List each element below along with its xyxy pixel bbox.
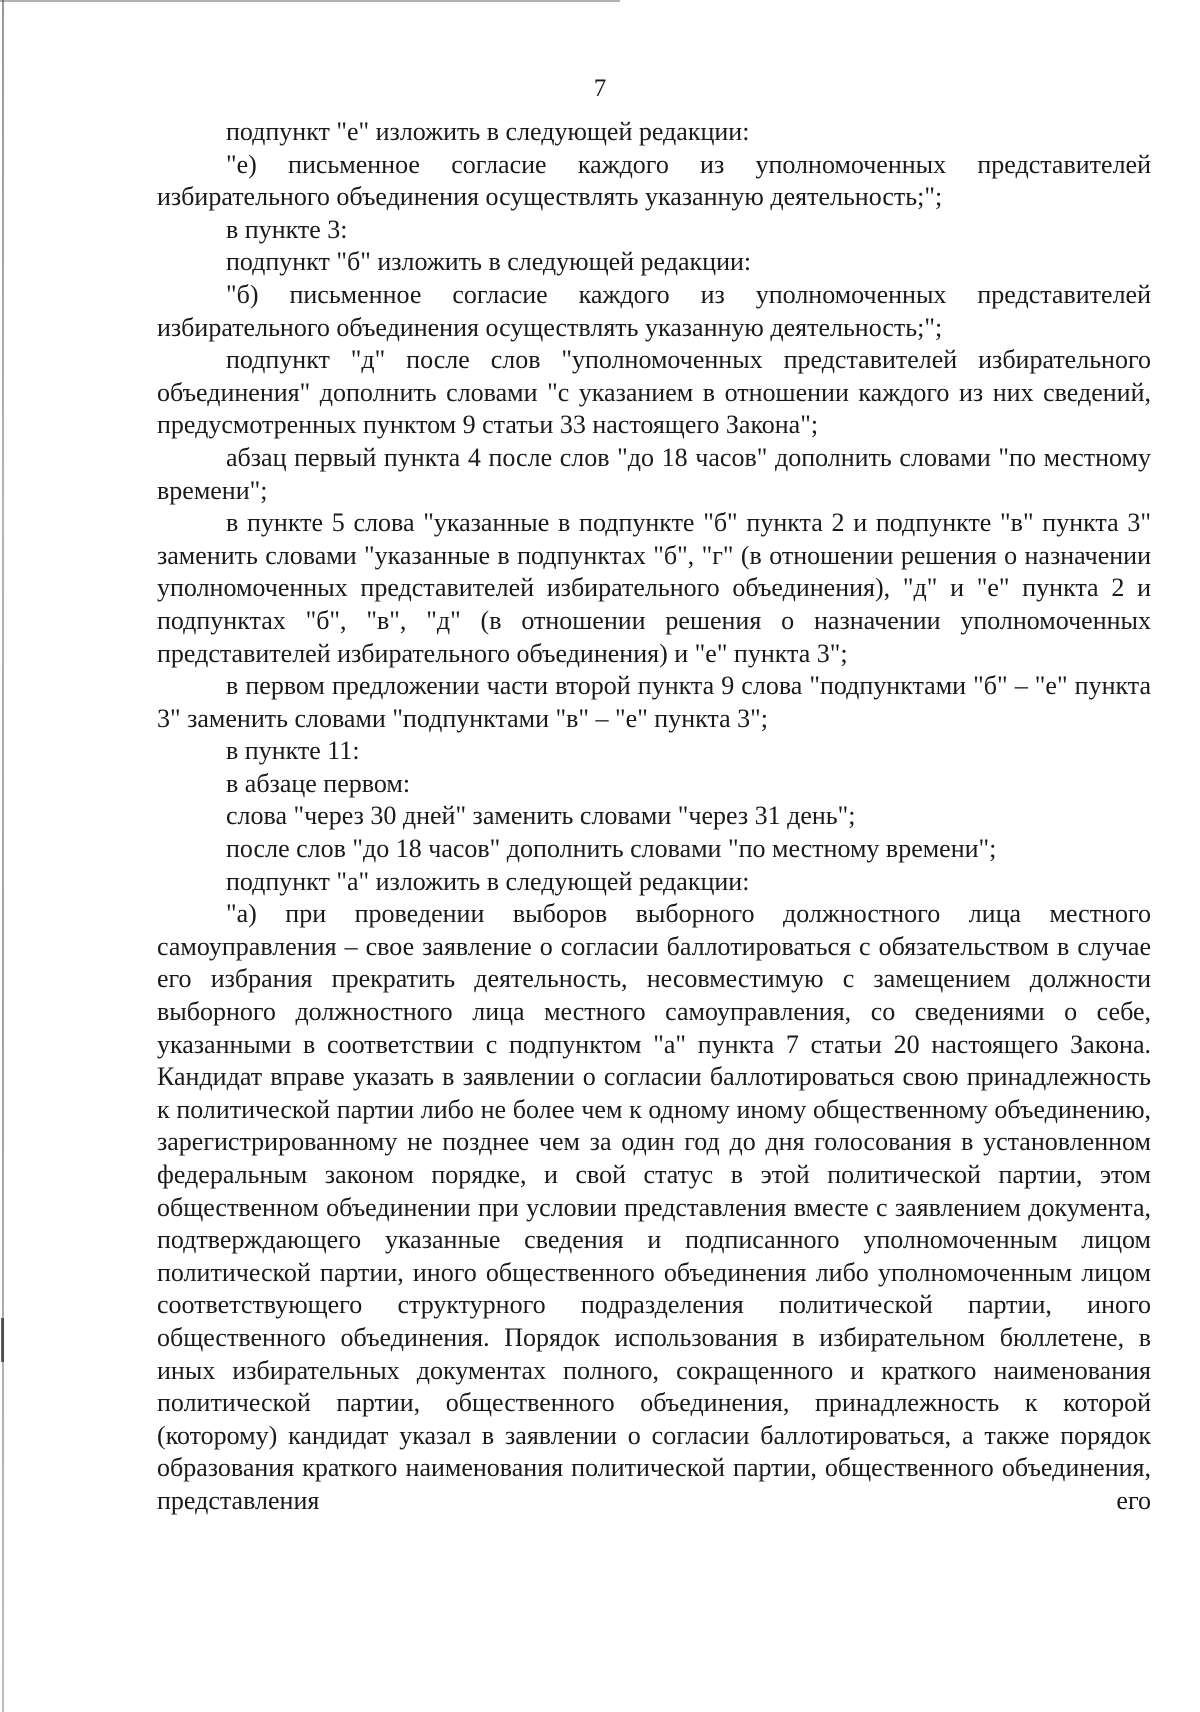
paragraph-11: в абзаце первом: [226, 768, 411, 798]
paragraph-8: в пункте 5 слова "указанные в подпункте "б" пункта 2 и подпункте "в" пункта 3" заменить словами "указанные в подпунктах "б", "г" (в отношении решения о назначении уполномоченных представителей избирательного объединения), "д" и "е" пункта 2 и подпунктах "б", "в", "д" (в отношении решения о назначении уполномоченных представителей избирательного объединения) и "е" пункта 3"; [157, 508, 1151, 668]
paragraph-2: "е) письменное согласие каждого из уполномоченных представителей избирательного объединения осуществлять указанную деятельность;"; [157, 149, 1151, 212]
paragraph-12: слова "через 30 дней" заменить словами "через 31 день"; [226, 801, 856, 831]
paragraph-13: после слов "до 18 часов" дополнить словами "по местному времени"; [226, 834, 997, 864]
scan-edge-left [2, 0, 4, 1712]
scan-mark [1, 1318, 4, 1362]
paragraph-4: подпункт "б" изложить в следующей редакции: [226, 247, 752, 277]
paragraph-3: в пункте 3: [226, 214, 348, 244]
paragraph-10: в пункте 11: [226, 736, 360, 766]
document-body [157, 116, 1151, 1518]
paragraph-15: "а) при проведении выборов выборного должностного лица местного самоуправления – свое заявление о согласии баллотироваться с обязательством в случае его избрания прекратить деятельность, несовместимую с замещением должности выборного должностного лица местного самоуправления, со сведениями о себе, указанными в соответствии с подпунктом "а" пункта 7 статьи 20 настоящего Закона. Кандидат вправе указать в заявлении о согласии баллотироваться свою принадлежность к политической партии либо не более чем к одному иному общественному объединению, зарегистрированному не позднее чем за один год до дня голосования в установленном федеральным законом порядке, и свой статус в этой политической партии, этом общественном объединении при условии представления вместе с заявлением документа, подтверждающего указанные сведения и подписанного уполномоченным лицом политической партии, иного общественного объединения либо уполномоченным лицом соответствующего структурного подразделения политической партии, иного общественного объединения. Порядок использования в избирательном бюллетене, в иных избирательных документах полного, сокращенного и краткого наименования политической партии, общественного объединения, принадлежность к которой (которому) кандидат указал в заявлении о согласии баллотироваться, а также порядок образования краткого наименования политической партии, общественного объединения, представления его [157, 899, 1151, 1515]
scan-edge-top [0, 0, 620, 2]
paragraph-7: абзац первый пункта 4 после слов "до 18 часов" дополнить словами "по местному времени"; [157, 442, 1151, 505]
paragraph-14: подпункт "а" изложить в следующей редакции: [226, 866, 750, 896]
paragraph-6: подпункт "д" после слов "уполномоченных представителей избирательного объединения" дополнить словами "с указанием в отношении каждого из них сведений, предусмотренных пунктом 9 статьи 33 настоящего Закона"; [157, 345, 1151, 440]
paragraph-9: в первом предложении части второй пункта 9 слова "подпунктами "б" – "е" пункта 3" заменить словами "подпунктами "в" – "е" пункта 3"; [157, 671, 1151, 733]
paragraph-5: "б) письменное согласие каждого из уполномоченных представителей избирательного объединения осуществлять указанную деятельность;"; [157, 279, 1151, 342]
paragraph-1: подпункт "е" изложить в следующей редакции: [226, 117, 750, 146]
page-number: 7 [593, 75, 607, 102]
